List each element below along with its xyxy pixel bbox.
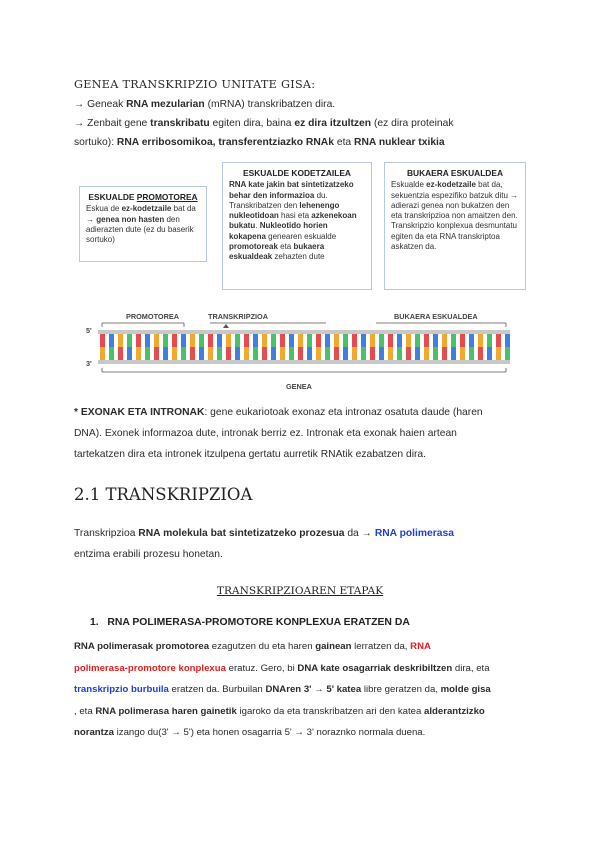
base-pair-bottom <box>424 347 429 360</box>
base-pair-bottom <box>190 347 195 360</box>
base-pair-bottom <box>415 347 420 360</box>
base-pair-bottom <box>433 347 438 360</box>
base-pair-bottom <box>316 347 321 360</box>
base-pair-bottom <box>208 347 213 360</box>
label-transkripzioa: TRANSKRIPZIOA <box>208 312 268 321</box>
base-pair-bottom <box>469 347 474 360</box>
base-pair-top <box>280 334 285 347</box>
base-pair-top <box>127 334 132 347</box>
base-pair-bottom <box>388 347 393 360</box>
base-pair-bottom <box>136 347 141 360</box>
base-pair-top <box>100 334 105 347</box>
base-pair-bottom <box>361 347 366 360</box>
base-pair-bottom <box>217 347 222 360</box>
base-pair-bottom <box>118 347 123 360</box>
base-pair-top <box>118 334 123 347</box>
exonak-line2: DNA). Exonek informazoa dute, intronak berriz ez. Intronak eta exonak haien artean <box>74 428 457 439</box>
line-mrna: → Geneak RNA mezularian (mRNA) transkribatzen dira. <box>74 99 336 110</box>
base-pair-top <box>181 334 186 347</box>
base-pair-top <box>253 334 258 347</box>
base-pair-bottom <box>100 347 105 360</box>
base-pair-bottom <box>181 347 186 360</box>
base-pair-bottom <box>163 347 168 360</box>
base-pair-top <box>370 334 375 347</box>
base-pair-top <box>505 334 510 347</box>
base-pair-bottom <box>325 347 330 360</box>
dna-diagram <box>86 312 522 394</box>
base-pair-top <box>109 334 114 347</box>
base-pair-bottom <box>397 347 402 360</box>
base-pair-top <box>271 334 276 347</box>
base-pair-top <box>217 334 222 347</box>
dna-strands <box>86 312 522 382</box>
base-pair-bottom <box>442 347 447 360</box>
base-pair-top <box>379 334 384 347</box>
base-pair-top <box>415 334 420 347</box>
base-pair-bottom <box>406 347 411 360</box>
base-pair-top <box>325 334 330 347</box>
base-pair-bottom <box>289 347 294 360</box>
base-pair-bottom <box>352 347 357 360</box>
base-pair-top <box>289 334 294 347</box>
base-pair-top <box>361 334 366 347</box>
box-bukaera-eskualdea: BUKAERA ESKUALDEA Eskualde ez-kodetzaile bat da, sekuentzia espezifiko batzuk ditu → adierazi genea non bukatzen den eta transkripzioa non amaitzen den. Transkripzio konplexua desmuntatu egiten da eta RNA transkriptoa askatzen da. <box>384 162 526 290</box>
label-5prime-top: 5' <box>86 326 92 335</box>
base-pair-top <box>208 334 213 347</box>
base-pair-top <box>235 334 240 347</box>
base-pair-bottom <box>199 347 204 360</box>
base-pair-bottom <box>262 347 267 360</box>
base-pair-bottom <box>496 347 501 360</box>
base-pair-top <box>451 334 456 347</box>
base-pair-top <box>199 334 204 347</box>
base-pair-top <box>478 334 483 347</box>
base-pair-top <box>496 334 501 347</box>
base-pair-top <box>469 334 474 347</box>
base-pair-bottom <box>478 347 483 360</box>
base-pair-top <box>397 334 402 347</box>
base-pair-bottom <box>487 347 492 360</box>
base-pair-top <box>307 334 312 347</box>
transk-line2: entzima erabili prozesu honetan. <box>74 549 223 560</box>
base-pair-top <box>460 334 465 347</box>
base-pair-top <box>262 334 267 347</box>
label-promotorea: PROMOTOREA <box>126 312 179 321</box>
base-pair-bottom <box>451 347 456 360</box>
base-pair-top <box>352 334 357 347</box>
base-pair-bottom <box>145 347 150 360</box>
base-pair-bottom <box>280 347 285 360</box>
base-pair-top <box>145 334 150 347</box>
base-pair-bottom <box>226 347 231 360</box>
base-pair-top <box>172 334 177 347</box>
base-pair-bottom <box>172 347 177 360</box>
base-pair-bottom <box>505 347 510 360</box>
base-pair-top <box>343 334 348 347</box>
base-pair-top <box>424 334 429 347</box>
base-pair-bottom <box>370 347 375 360</box>
base-pair-bottom <box>334 347 339 360</box>
step1-paragraph: RNA polimerasak promotorea ezagutzen du eta haren gainean lerratzen da, RNA polimerasa-promotore konplexua eratuz. Gero, bi DNA kate osagarriak deskribiltzen dira, eta transkripzio burbuila eratzen da. Burbuilan DNAren 3' → 5' katea libre geratzen da, molde gisa , eta RNA polimerasa haren gainetik igaroko da eta transkribatzen ari den katea alderantzizko norantza izango du(3' → 5') eta honen osagarria 5' → 3' noraznko normala duena. <box>74 641 491 739</box>
base-pair-top <box>298 334 303 347</box>
base-pair-bottom <box>154 347 159 360</box>
base-pair-top <box>442 334 447 347</box>
base-pair-bottom <box>244 347 249 360</box>
base-pair-bottom <box>379 347 384 360</box>
base-pair-top <box>316 334 321 347</box>
box-eskualde-kodetzailea: ESKUALDE KODETZAILEA RNA kate jakin bat sintetizatzeko behar den informazioa du. Transkribatzen den lehenengo nukleotidoan hasi eta azkenekoan bukatu. Nukleotido horien kokapena genearen eskualde promotoreak eta bukaera eskualdeak zehazten dute <box>222 162 372 290</box>
transk-line1: Transkripzioa RNA molekula bat sintetizatzeko prozesua da → RNA polimerasa <box>74 528 454 539</box>
base-pair-top <box>244 334 249 347</box>
base-pair-top <box>388 334 393 347</box>
exonak-line1: * EXONAK ETA INTRONAK: gene eukariotoak exonaz eta intronaz osatuta daude (haren <box>74 407 483 418</box>
line-zenbait: → Zenbait gene transkribatu egiten dira, baina ez dira itzultzen (ez dira proteinak <box>74 118 454 129</box>
base-pair-top <box>190 334 195 347</box>
base-pair-top <box>163 334 168 347</box>
etapak-heading: TRANSKRIPZIOAREN ETAPAK <box>216 585 384 597</box>
exonak-line3: tartekatzen dira eta intronek itzulpena gertatu aurretik RNAtik ezabatzen dira. <box>74 449 426 460</box>
base-pair-bottom <box>460 347 465 360</box>
label-3prime-bottom: 3' <box>86 359 92 368</box>
base-pair-bottom <box>298 347 303 360</box>
heading-gene-unit: GENEA TRANSKRIPZIO UNITATE GISA: <box>74 78 316 91</box>
base-pair-top <box>136 334 141 347</box>
section-title: 2.1 TRANSKRIPZIOA <box>74 485 253 504</box>
box-eskualde-promotorea: ESKUALDE PROMOTOREA Eskua de ez-kodetzaile bat da → genea non hasten den adierazten dute (ez du baserik sortuko) <box>79 186 207 262</box>
label-genea: GENEA <box>286 382 312 391</box>
base-pair-bottom <box>109 347 114 360</box>
base-pair-top <box>154 334 159 347</box>
base-pair-top <box>406 334 411 347</box>
base-pair-bottom <box>307 347 312 360</box>
base-pair-bottom <box>253 347 258 360</box>
line-sortuko: sortuko): RNA erribosomikoa, transferentziazko RNAk eta RNA nuklear txikia <box>74 137 445 148</box>
base-pair-bottom <box>343 347 348 360</box>
base-pair-top <box>226 334 231 347</box>
base-pair-bottom <box>271 347 276 360</box>
step1-heading: 1. RNA POLIMERASA-PROMOTORE KONPLEXUA ERATZEN DA <box>90 617 410 628</box>
base-pair-top <box>334 334 339 347</box>
label-bukaera: BUKAERA ESKUALDEA <box>394 312 478 321</box>
base-pair-bottom <box>127 347 132 360</box>
base-pair-bottom <box>235 347 240 360</box>
base-pair-top <box>433 334 438 347</box>
base-pair-top <box>487 334 492 347</box>
